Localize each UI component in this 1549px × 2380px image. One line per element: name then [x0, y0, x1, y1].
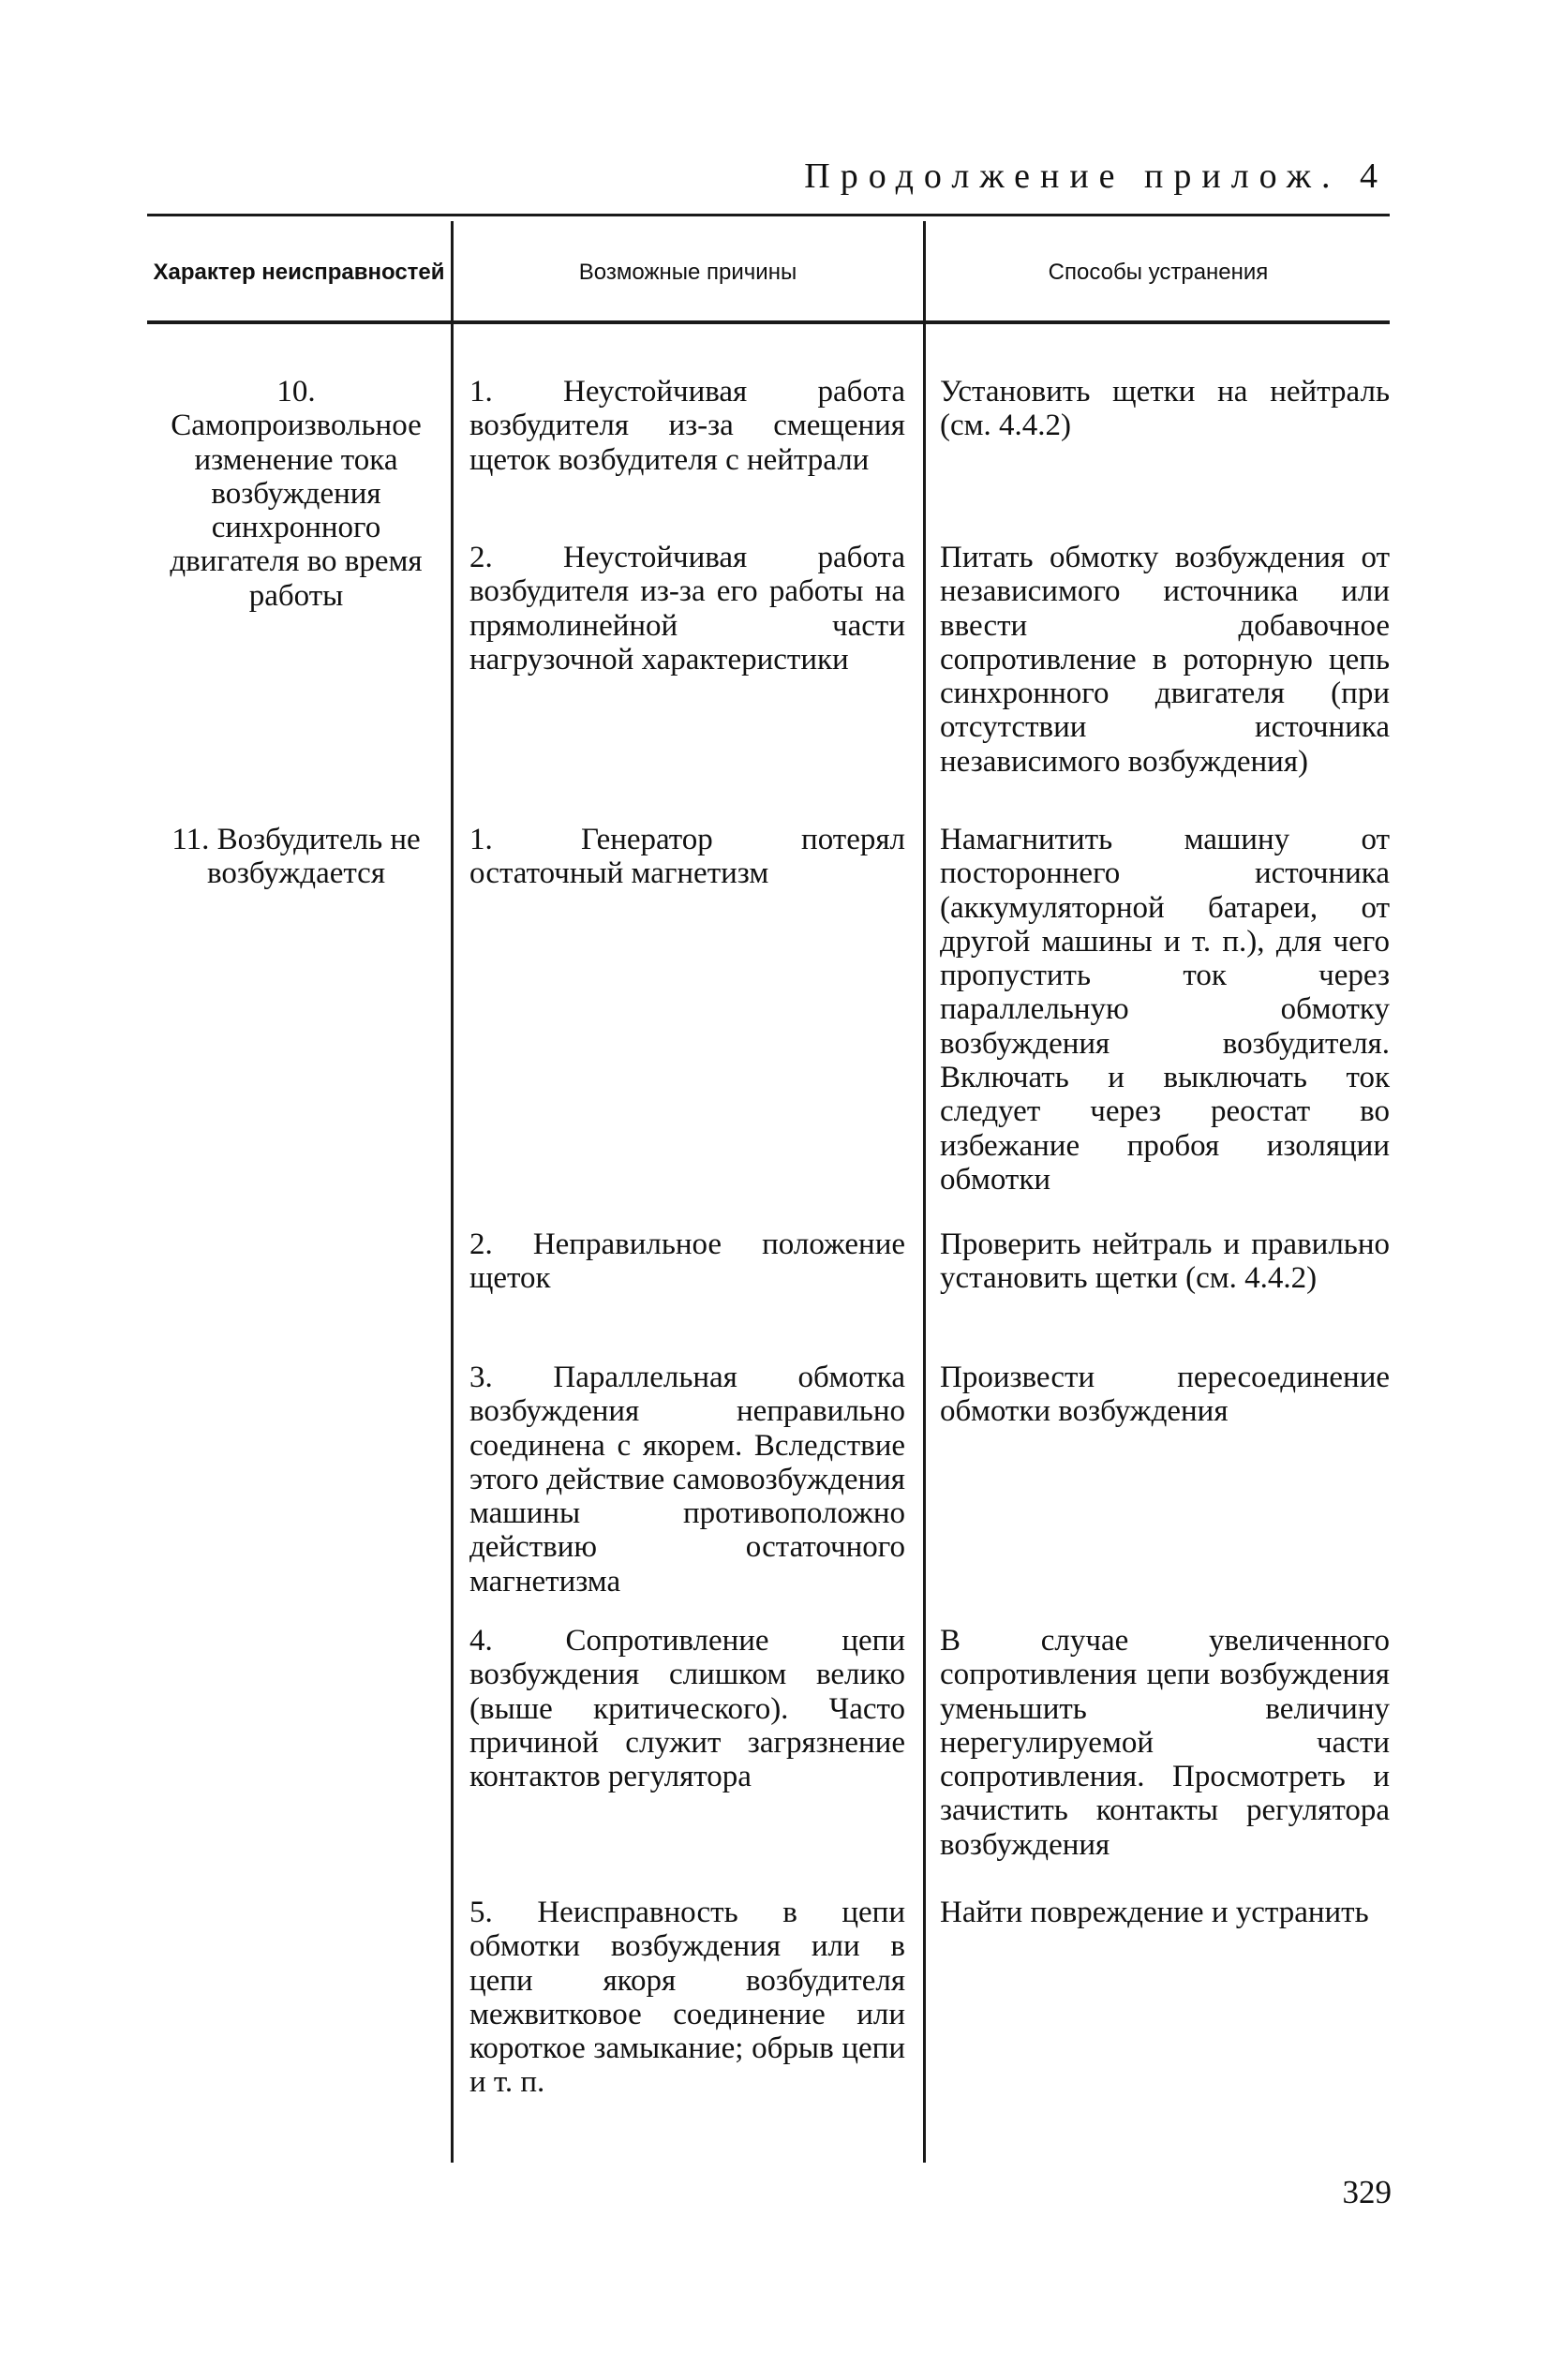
header-causes: Возможные причины	[578, 259, 797, 285]
remedy-cell: Проверить нейтраль и правильно установить щетки (см. 4.4.2)	[940, 1227, 1390, 1296]
cause-cell: 5. Неисправность в цепи обмотки возбуждения или в цепи якоря возбудителя межвитковое соединение или короткое замыкание; обрыв цепи и т. п.	[469, 1896, 905, 2100]
remedy-cell: Произвести пересоединение обмотки возбуждения	[940, 1361, 1390, 1429]
running-head: Продолжение прилож. 4	[804, 156, 1388, 196]
cause-cell: 1. Генератор потерял остаточный магнетизм	[469, 823, 905, 891]
table-row	[150, 823, 1390, 2153]
header-bottom-rule	[147, 320, 1390, 324]
fault-cell: 11. Возбудитель не возбуждается	[171, 823, 421, 891]
header-fault: Характер неисправностей	[153, 259, 445, 285]
table-row	[150, 375, 1390, 806]
cause-cell: 2. Неправильное положение щеток	[469, 1227, 905, 1296]
remedy-cell: Найти повреждение и устранить	[940, 1896, 1369, 1929]
cause-cell: 1. Неустойчивая работа возбудителя из-за смещения щеток возбудителя с нейтрали	[469, 375, 905, 477]
page-number: 329	[1342, 2174, 1392, 2210]
header-remedies: Способы устранения	[1048, 259, 1269, 285]
cause-cell: 4. Сопротивление цепи возбуждения слишком велико (выше критического). Часто причиной служит загрязнение контактов регулятора	[469, 1624, 905, 1794]
cause-cell: 2. Неустойчивая работа возбудителя из-за его работы на прямолинейной части нагрузочной характеристики	[469, 541, 905, 677]
remedy-cell: Намагнитить машину от постороннего источника (аккумуляторной батареи, от другой машины и т. п.), для чего пропустить ток через параллельную обмотку возбуждения возбудителя. Включать и выключать ток следует через реостат во избежание пробоя изоляции обмотки	[940, 823, 1390, 1197]
cause-cell: 3. Параллельная обмотка возбуждения неправильно соединена с якорем. Вследствие этого действие самовозбуждения машины противоположно действию остаточного магнетизма	[469, 1361, 905, 1599]
remedy-cell: Питать обмотку возбуждения от независимого источника или ввести добавочное сопротивление в роторную цепь синхронного двигателя (при отсутствии источника независимого возбуждения)	[940, 541, 1390, 779]
remedy-cell: Установить щетки на нейтраль (см. 4.4.2)	[940, 375, 1390, 443]
table-top-rule	[147, 214, 1390, 216]
fault-cell: 10. Самопроизвольное изменение тока возбуждения синхронного двигателя во время работы	[170, 375, 423, 613]
remedy-cell: В случае увеличенного сопротивления цепи возбуждения уменьшить величину нерегулируемой части сопротивления. Просмотреть и зачистить контакты регулятора возбуждения	[940, 1624, 1390, 1862]
